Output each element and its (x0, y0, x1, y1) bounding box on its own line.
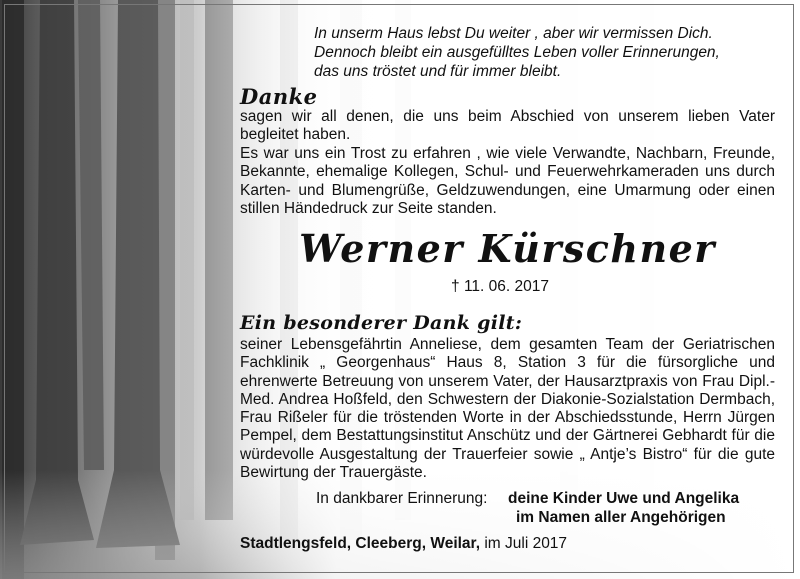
special-thanks-heading: Ein besonderer Dank gilt: (240, 312, 523, 334)
condolence-paragraph: Es war uns ein Trost zu erfahren , wie viele Verwandte, Nachbarn, Freunde, Bekannte, ehemalige Kollegen, Schul- und Feuerwehrkameraden uns durch Karten- und Blumengrüße, Geldzuwendungen, eine Umarmung oder einen stillen Händedruck zur Seite standen. (240, 145, 775, 217)
place-names: Stadtlengsfeld, Cleeberg, Weilar, (240, 535, 481, 552)
death-date: † 11. 06. 2017 (451, 278, 549, 295)
opening-quote (314, 24, 784, 81)
signature-block (508, 490, 739, 527)
quote-line: das uns tröstet und für immer bleibt. (314, 63, 562, 80)
thanks-heading: Danke (240, 84, 318, 109)
signature-line: im Namen aller Angehörigen (516, 508, 726, 526)
quote-line: Dennoch bleibt ein ausgefülltes Leben voller Erinnerungen, (314, 44, 720, 61)
quote-line: In unserm Haus lebst Du weiter , aber wir vermissen Dich. (314, 25, 713, 42)
place-and-date (240, 535, 567, 553)
date-text: im Juli 2017 (484, 535, 568, 552)
deceased-name: Werner Kürschner (299, 226, 716, 271)
signature-line: deine Kinder Uwe und Angelika (508, 490, 740, 507)
thanks-paragraph: sagen wir all denen, die uns beim Abschied von unserem lieben Vater begleitet haben. (240, 108, 775, 144)
special-thanks-paragraph: seiner Lebensgefährtin Anneliese, dem gesamten Team der Geriatrischen Fachklinik „ Georgenhaus“ Haus 8, Station 3 für die fürsorgliche und ehrenwerte Betreuung von unserem Vater, der Hausarztpraxis von Frau Dipl.-Med. Andrea Hoßfeld, den Schwestern der Diakonie-Sozialstation Dermbach, Frau Rißeler für die tröstenden Worte in der Abschiedsstunde, Herrn Jürgen Pempel, dem Bestattungsinstitut Anschütz und der Gärtnerei Gebhardt für die würdevolle Ausgestaltung der Trauerfeier sowie „ Antje’s Bistro“ für die gute Bewirtung der Trauergäste. (240, 336, 775, 482)
signature-label: In dankbarer Erinnerung: (316, 490, 488, 507)
